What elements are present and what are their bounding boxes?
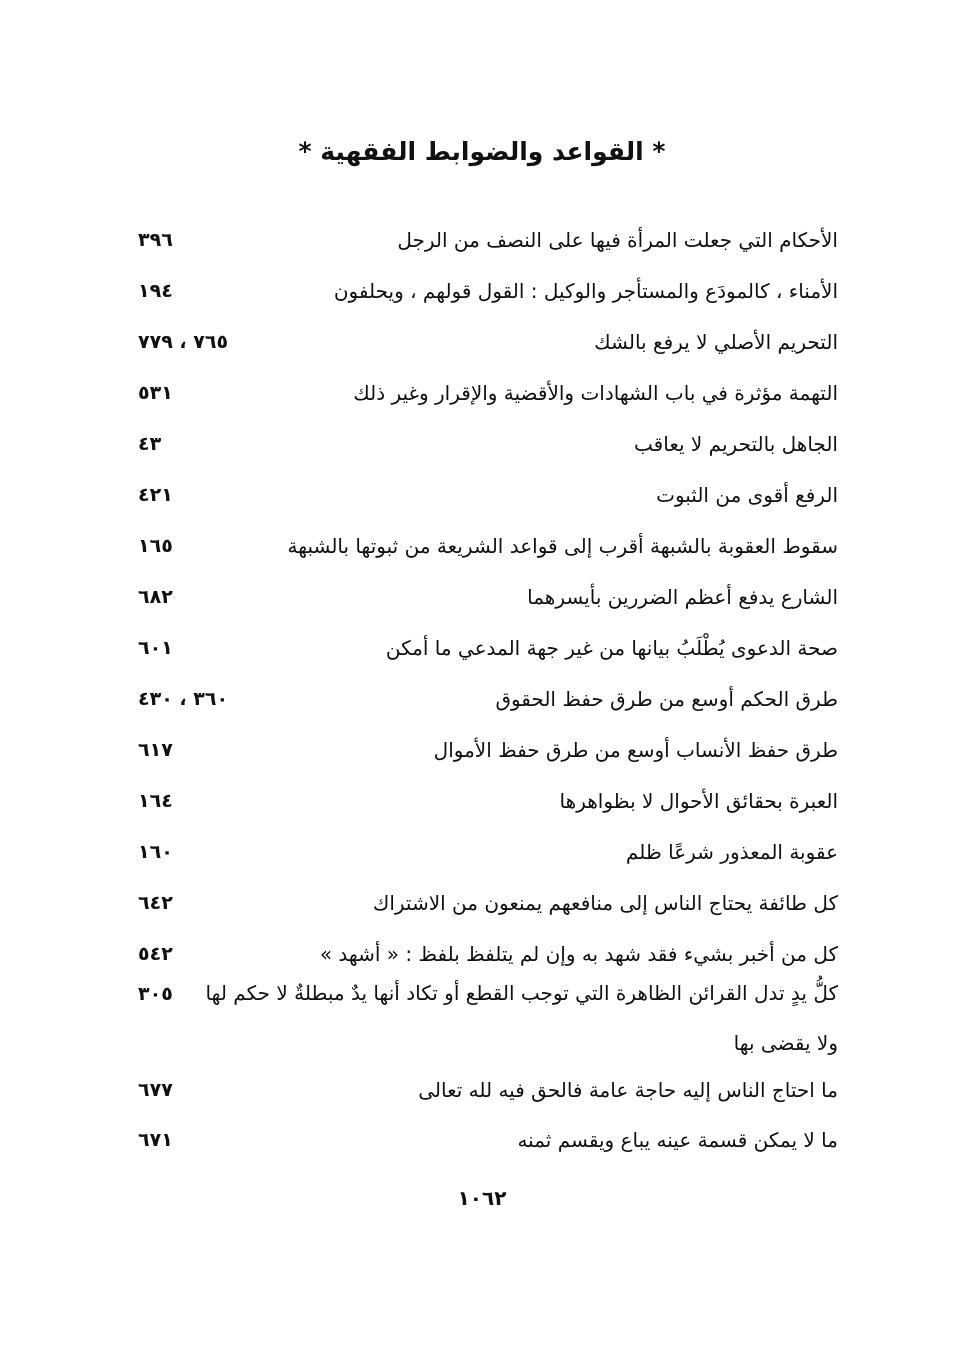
index-entry — [130, 269, 838, 319]
entry-text: ما احتاج الناس إليه حاجة عامة فالحق فيه لله تعالى — [418, 1078, 838, 1102]
index-entry — [130, 626, 838, 676]
entry-pages: ٤٣ — [138, 433, 162, 455]
index-entry — [130, 881, 838, 931]
entry-pages: ٦٠١ — [138, 637, 173, 659]
entry-text: سقوط العقوبة بالشبهة أقرب إلى قواعد الشريعة من ثبوتها بالشبهة — [287, 534, 838, 558]
entry-text: الرفع أقوى من الثبوت — [656, 483, 838, 507]
entry-pages: ٥٤٢ — [138, 943, 173, 965]
entry-text: الأحكام التي جعلت المرأة فيها على النصف من الرجل — [397, 228, 838, 252]
entry-text: الجاهل بالتحريم لا يعاقب — [634, 432, 838, 456]
entry-pages: ٦٤٢ — [138, 892, 173, 914]
index-entry — [130, 1068, 838, 1118]
entry-pages: ٦٧٧ — [138, 1079, 173, 1101]
index-entry — [130, 422, 838, 472]
index-entry — [130, 830, 838, 880]
index-entry — [130, 371, 838, 421]
index-entry — [130, 575, 838, 625]
entry-text: طرق الحكم أوسع من طرق حفظ الحقوق — [495, 687, 838, 711]
entry-text: كل من أخبر بشيء فقد شهد به وإن لم يتلفظ بلفظ : « أشهد » — [319, 942, 838, 966]
index-entry — [130, 779, 838, 829]
entry-pages: ١٦٥ — [138, 535, 173, 557]
index-entry — [130, 218, 838, 268]
entry-pages: ١٩٤ — [138, 280, 173, 302]
index-entry — [130, 524, 838, 574]
entry-text: الشارع يدفع أعظم الضررين بأيسرهما — [527, 585, 838, 609]
page-title: * القواعد والضوابط الفقهية * — [298, 137, 666, 166]
entry-text: طرق حفظ الأنساب أوسع من طرق حفظ الأموال — [433, 738, 838, 762]
entry-text: العبرة بحقائق الأحوال لا بظواهرها — [559, 789, 838, 813]
entry-pages: ١٦٤ — [138, 790, 173, 812]
index-entry — [130, 677, 838, 727]
index-entry — [130, 320, 838, 370]
entry-text: الأمناء ، كالمودَع والمستأجر والوكيل : القول قولهم ، ويحلفون — [333, 279, 838, 303]
entry-pages: ٣٠٥ — [138, 983, 173, 1005]
page-number: ١٠٦٢ — [457, 1186, 507, 1210]
entry-text: عقوبة المعذور شرعًا ظلم — [625, 840, 838, 864]
entry-pages: ٦١٧ — [138, 739, 173, 761]
entry-pages: ٧٦٥ ، ٧٧٩ — [138, 331, 229, 353]
entry-text: كلُّ يدٍ تدل القرائن الظاهرة التي توجب القطع أو تكاد أنها يدٌ مبطلةٌ لا حكم لها ولا يقضى بها — [205, 981, 838, 1055]
entry-pages: ٦٨٢ — [138, 586, 173, 608]
entry-pages: ٥٣١ — [138, 382, 173, 404]
index-entry — [130, 473, 838, 523]
index-entry — [130, 968, 838, 1068]
entry-pages: ٣٩٦ — [138, 229, 173, 251]
entry-text: التحريم الأصلي لا يرفع بالشك — [594, 330, 838, 354]
entry-text: صحة الدعوى يُطْلَبُ بيانها من غير جهة المدعي ما أمكن — [385, 636, 838, 660]
entry-text: ما لا يمكن قسمة عينه يباع ويقسم ثمنه — [517, 1128, 838, 1152]
entry-pages: ٦٧١ — [138, 1129, 173, 1151]
entry-text: كل طائفة يحتاج الناس إلى منافعهم يمنعون من الاشتراك — [372, 891, 838, 915]
entry-pages: ١٦٠ — [138, 841, 173, 863]
index-entry — [130, 728, 838, 778]
entry-pages: ٤٢١ — [138, 484, 173, 506]
entry-text: التهمة مؤثرة في باب الشهادات والأقضية والإقرار وغير ذلك — [353, 381, 838, 405]
entry-pages: ٣٦٠ ، ٤٣٠ — [138, 688, 229, 710]
index-entry — [130, 1118, 838, 1168]
